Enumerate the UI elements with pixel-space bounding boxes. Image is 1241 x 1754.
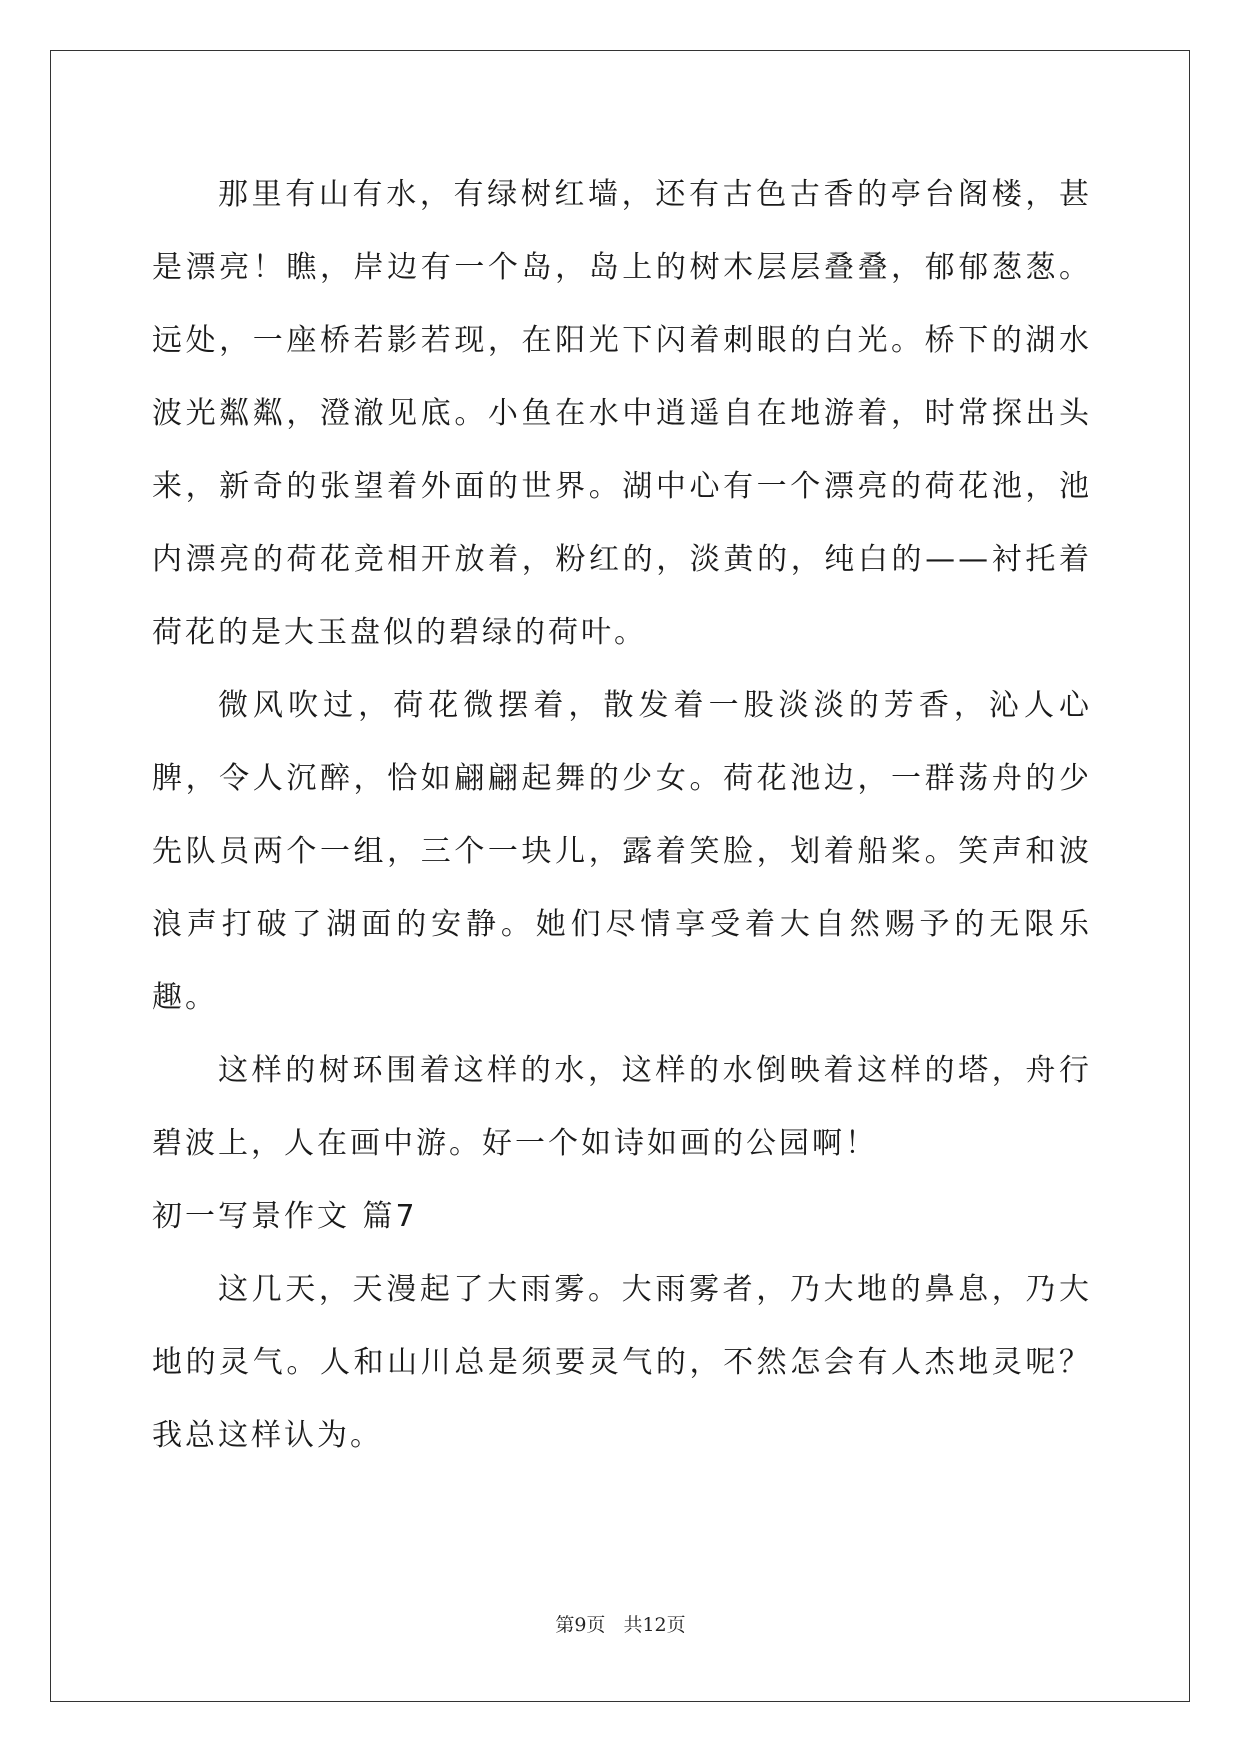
paragraph-trees-water: 这样的树环围着这样的水，这样的水倒映着这样的塔，舟行碧波上，人在画中游。好一个如诗如画的公园啊！ [152, 1053, 1092, 1161]
paragraph-scenery-park: 那里有山有水，有绿树红墙，还有古色古香的亭台阁楼，甚是漂亮！瞧，岸边有一个岛，岛上的树木层层叠叠，郁郁葱葱。远处，一座桥若影若现，在阳光下闪着刺眼的白光。桥下的湖水波光粼粼，澄澈见底。小鱼在水中逍遥自在地游着，时常探出头来，新奇的张望着外面的世界。湖中心有一个漂亮的荷花池，池内漂亮的荷花竞相开放着，粉红的，淡黄的，纯白的——衬托着荷花的是大玉盘似的碧绿的荷叶。 [152, 177, 1092, 650]
section-heading: 初一写景作文 篇7 [152, 1199, 418, 1234]
document-body [152, 158, 1092, 1472]
page-total: 共12页 [623, 1614, 686, 1636]
page-footer [0, 1610, 1241, 1637]
page-number: 第9页 [555, 1614, 606, 1636]
paragraph-lotus-breeze: 微风吹过，荷花微摆着，散发着一股淡淡的芳香，沁人心脾，令人沉醉，恰如翩翩起舞的少女。荷花池边，一群荡舟的少先队员两个一组，三个一块儿，露着笑脸，划着船桨。笑声和波浪声打破了湖面的安静。她们尽情享受着大自然赐予的无限乐趣。 [152, 688, 1092, 1015]
paragraph-rain-fog: 这几天，天漫起了大雨雾。大雨雾者，乃大地的鼻息，乃大地的灵气。人和山川总是须要灵气的，不然怎会有人杰地灵呢？我总这样认为。 [152, 1272, 1092, 1453]
